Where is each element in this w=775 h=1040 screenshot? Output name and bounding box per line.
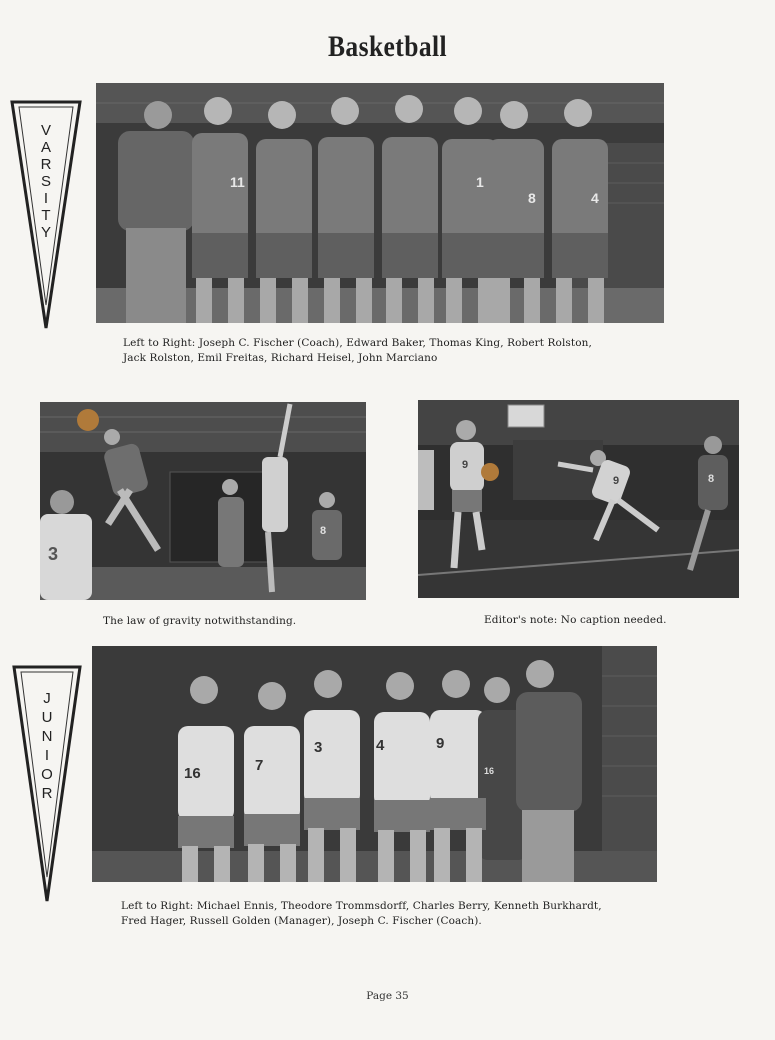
pennant-letter: S [40, 173, 51, 190]
pennant-letter: N [41, 728, 53, 745]
action-left-illustration [40, 402, 366, 600]
varsity-caption [123, 336, 683, 366]
pennant-letter: I [44, 747, 50, 764]
action-right-illustration [418, 400, 739, 598]
junior-jersey-number: 16 [484, 766, 495, 776]
varsity-team-photo [96, 83, 664, 323]
pennant-letter: R [41, 785, 53, 802]
junior-jersey-number: 3 [314, 739, 323, 756]
junior-pennant [12, 665, 82, 903]
pennant-letter: A [40, 139, 51, 156]
varsity-jersey-number: 11 [230, 174, 245, 190]
pennant-letter: O [41, 766, 53, 783]
action-photo-right [418, 400, 739, 598]
varsity-caption-line2: Jack Rolston, Emil Freitas, Richard Heisel, John Marciano [123, 352, 438, 364]
varsity-jersey-number: 8 [528, 190, 536, 206]
pennant-letter: U [41, 709, 53, 726]
varsity-jersey-number: 4 [591, 190, 599, 206]
pennant-letter: Y [40, 224, 51, 241]
junior-team-photo [92, 646, 657, 882]
basketball-icon [77, 409, 99, 431]
pennant-letter: J [43, 690, 51, 707]
junior-jersey-number: 4 [376, 737, 385, 754]
page-number: Page 35 [366, 990, 409, 1002]
page-title: Basketball [327, 30, 448, 63]
varsity-caption-line1: Left to Right: Joseph C. Fischer (Coach), Edward Baker, Thomas King, Robert Rolston, [123, 337, 592, 349]
action-right-caption: Editor's note: No caption needed. [484, 614, 667, 626]
action-left-jersey: 8 [320, 525, 327, 537]
pennant-letter: R [40, 156, 52, 173]
varsity-jersey-number: 1 [476, 174, 484, 190]
junior-caption-line1: Left to Right: Michael Ennis, Theodore Trommsdorff, Charles Berry, Kenneth Burkhardt, [121, 900, 602, 912]
coach-figure [118, 101, 194, 323]
junior-caption [121, 899, 691, 929]
junior-jersey-number: 9 [436, 735, 445, 752]
varsity-pennant [10, 100, 82, 330]
action-left-jersey: 3 [48, 544, 59, 564]
pennant-letter: V [40, 122, 51, 139]
action-photo-left [40, 402, 366, 600]
action-left-caption: The law of gravity notwithstanding. [103, 615, 297, 627]
action-right-jersey: 9 [613, 475, 620, 487]
junior-jersey-number: 16 [184, 765, 201, 782]
backboard [508, 405, 544, 427]
basketball-icon [481, 463, 499, 481]
pennant-letter: T [41, 207, 51, 224]
junior-jersey-number: 7 [255, 757, 264, 774]
varsity-photo-illustration [96, 83, 664, 323]
action-right-jersey: 8 [708, 473, 715, 485]
pennant-letter: I [43, 190, 49, 207]
junior-photo-illustration [92, 646, 657, 882]
junior-caption-line2: Fred Hager, Russell Golden (Manager), Joseph C. Fischer (Coach). [121, 915, 482, 927]
action-right-jersey: 9 [462, 459, 469, 471]
